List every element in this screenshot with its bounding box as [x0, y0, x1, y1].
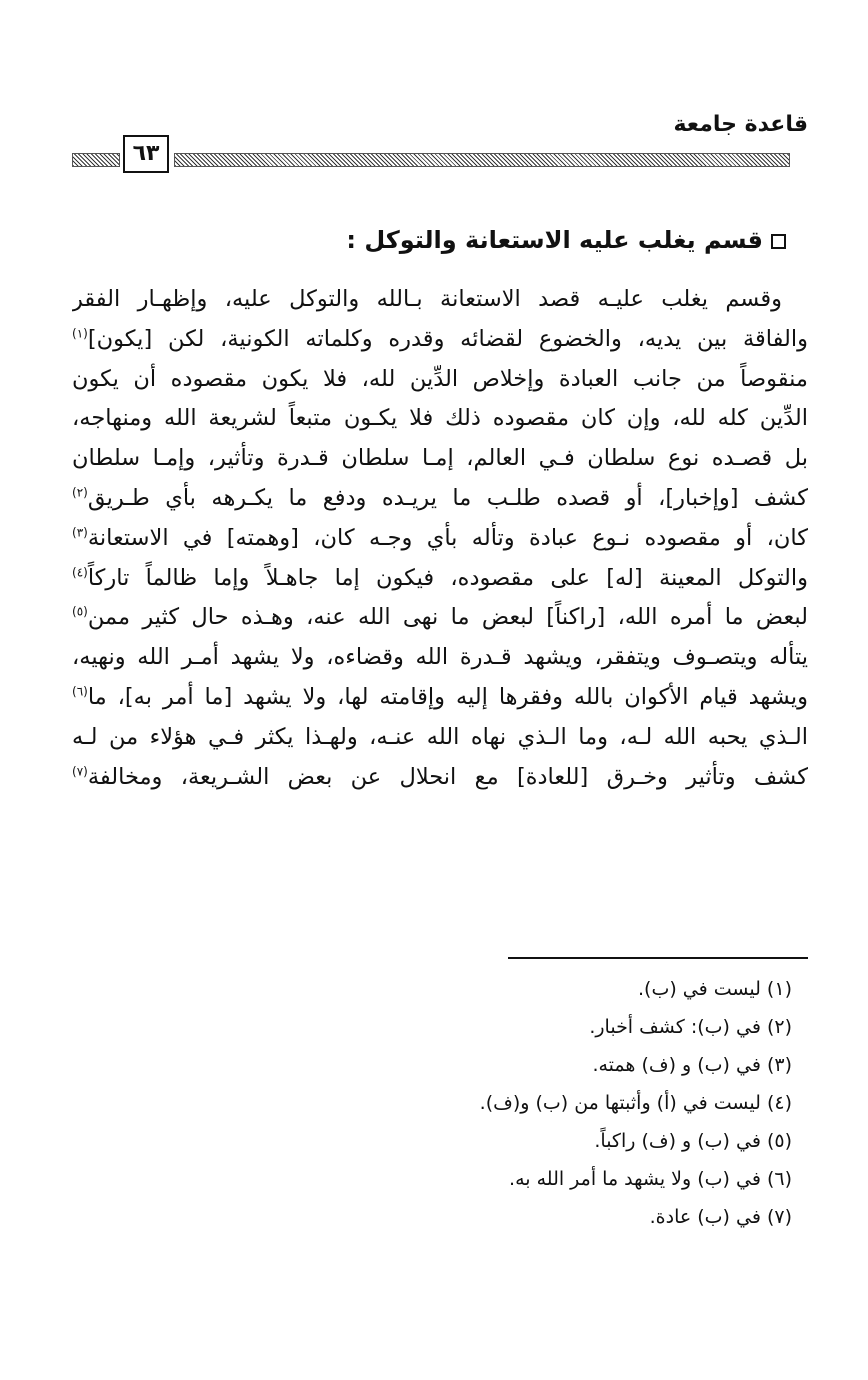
- body-text: [72, 280, 808, 797]
- body-line: بل قصـده نوع سلطان فـي العالم، إمـا سلطان قـدرة وتأثير، وإمـا سلطان: [72, 445, 808, 472]
- footnote-marker: (٣): [72, 525, 88, 540]
- body-line: منقوصاً من جانب العبادة وإخلاص الدِّين لله، فلا يكون مقصوده أن يكون: [72, 365, 808, 392]
- footnote: (٥) في (ب) و (ف) راكباً.: [594, 1130, 792, 1152]
- footnote-marker: (١): [72, 326, 88, 341]
- footnote: (٤) ليست في (أ) وأثبتها من (ب) و(ف).: [479, 1092, 792, 1114]
- footnote: (٢) في (ب): كشف أخبار.: [589, 1016, 792, 1038]
- body-line: ويشهد قيام الأكوان بالله وفقرها إليه وإقامته لها، ولا يشهد [ما أمر به]، ما$^{(٦)}$: [72, 683, 808, 710]
- footnote-marker: (٤): [72, 565, 88, 580]
- body-line: الـذي يحبه الله لـه، وما الـذي نهاه الله عنـه، ولهـذا يكثر فـي هؤلاء من لـه: [72, 723, 808, 750]
- footnote: (١) ليست في (ب).: [638, 978, 792, 1000]
- footnote: (٦) في (ب) ولا يشهد ما أمر الله به.: [509, 1168, 792, 1190]
- body-line: كشف [وإخبار]، أو قصده طلـب ما يريـده ودفع ما يكـرهه بأي طـريق$^{(٢)}$: [72, 484, 808, 511]
- body-line: كشف وتأثير وخـرق [للعادة] مع انحلال عن بعض الشـريعة، ومخالفة$^{(٧)}$: [72, 763, 808, 790]
- footnote-marker: (٧): [72, 764, 88, 779]
- footnote: (٣) في (ب) و (ف) همته.: [592, 1054, 792, 1076]
- footnote-marker: (٦): [72, 684, 88, 699]
- section-heading: [346, 222, 786, 258]
- body-line: لبعض ما أمره الله، [راكناً] لبعض ما نهى الله عنه، وهـذه حال كثير ممن$^{(٥)}$: [72, 604, 808, 631]
- footnotes: [72, 970, 792, 1236]
- body-line: والفاقة بين يديه، والخضوع لقضائه وقدره وكلماته الكونية، لكن [يكون]$^{(١)}$: [72, 325, 808, 352]
- section-heading-text: قسم يغلب عليه الاستعانة والتوكل :: [346, 226, 763, 254]
- footnote-marker: (٢): [72, 485, 88, 500]
- body-line: وقسم يغلب عليـه قصد الاستعانة بـالله والتوكل عليه، وإظهـار الفقر: [72, 286, 782, 312]
- body-line: والتوكل المعينة [له] على مقصوده، فيكون إما جاهـلاً وإما ظالماً تاركاً$^{(٤)}$: [72, 564, 808, 591]
- footnote-marker: (٥): [72, 604, 88, 619]
- body-line: كان، أو مقصوده نـوع عبادة وتأله بأي وجـه كان، [وهمته] في الاستعانة$^{(٣)}$: [72, 524, 808, 551]
- body-line: الدِّين كله لله، وإن كان مقصوده ذلك فلا يكـون متبعاً لشريعة الله ومنهاجه،: [72, 405, 808, 432]
- header-hatch-left: [72, 153, 120, 167]
- page-number: ٦٣: [123, 135, 169, 173]
- header-hatch-right: [174, 153, 790, 167]
- header-ornament-band: [72, 135, 788, 177]
- footnote: (٧) في (ب) عادة.: [649, 1206, 792, 1228]
- body-line: يتأله ويتصـوف ويتفقر، ويشهد قـدرة الله وقضاءه، ولا يشهد أمـر الله ونهيه،: [72, 644, 808, 671]
- footnote-divider: [508, 957, 808, 959]
- checkbox-square-icon: [771, 234, 786, 249]
- running-title: قاعدة جامعة: [673, 112, 808, 137]
